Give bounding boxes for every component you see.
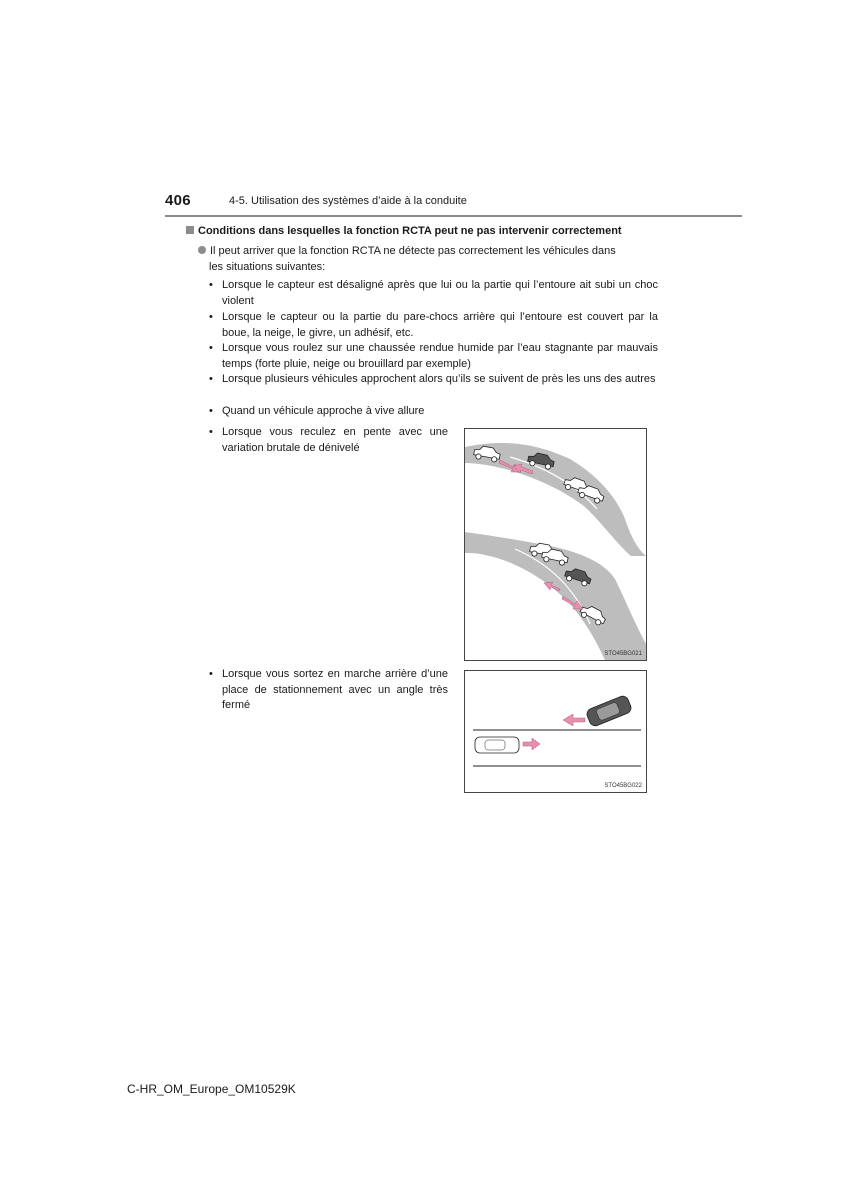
intro-paragraph bbox=[198, 243, 662, 275]
list-item bbox=[209, 667, 448, 714]
parking-drawing bbox=[465, 671, 646, 792]
list-item bbox=[209, 341, 658, 372]
square-bullet-icon bbox=[186, 226, 194, 234]
reversing-car-icon bbox=[585, 694, 633, 727]
intro-line-2: les situations suivantes: bbox=[209, 261, 326, 273]
bullet-dot-icon: • bbox=[209, 311, 213, 323]
bullet-dot-icon: • bbox=[209, 426, 213, 438]
list-item-text: Lorsque vous reculez en pente avec une variation brutale de dénivelé bbox=[222, 426, 448, 454]
bullet-dot-icon: • bbox=[209, 405, 213, 417]
list-item-text: Lorsque le capteur ou la partie du pare-chocs arrière qui l’entoure est couvert par la boue, la neige, le givre, un adhésif, etc. bbox=[222, 311, 658, 339]
heading-text: Conditions dans lesquelles la fonction RCTA peut ne pas intervenir correctement bbox=[198, 225, 622, 237]
section-heading bbox=[186, 225, 622, 237]
footer-document-id: C-HR_OM_Europe_OM10529K bbox=[127, 1082, 296, 1096]
slope-drawing bbox=[465, 429, 646, 660]
list-item bbox=[209, 278, 658, 309]
approaching-car-icon bbox=[475, 737, 519, 753]
list-item-text: Lorsque le capteur est désaligné après que lui ou la partie qui l’entoure ait subi un choc violent bbox=[222, 279, 658, 307]
bullet-dot-icon: • bbox=[209, 342, 213, 354]
bullet-dot-icon: • bbox=[209, 668, 213, 680]
list-item bbox=[209, 310, 658, 341]
list-item-text: Quand un véhicule approche à vive allure bbox=[222, 405, 425, 417]
intro-line-1: Il peut arriver que la fonction RCTA ne détecte pas correctement les véhicules dans bbox=[210, 245, 616, 257]
right-arrow-icon bbox=[523, 738, 540, 750]
list-item-text: Lorsque vous sortez en marche arrière d’une place de stationnement avec un angle très fermé bbox=[222, 668, 448, 711]
bullet-dot-icon: • bbox=[209, 373, 213, 385]
list-item bbox=[209, 425, 448, 456]
figure-code: STO45BG022 bbox=[604, 783, 642, 789]
left-arrow-icon bbox=[563, 714, 585, 726]
list-item bbox=[209, 372, 658, 388]
list-item-text: Lorsque vous roulez sur une chaussée rendue humide par l’eau stagnante par mauvais temps (forte pluie, neige ou brouillard par exemple) bbox=[222, 342, 658, 370]
section-title: 4-5. Utilisation des systèmes d’aide à la conduite bbox=[229, 195, 467, 207]
round-bullet-icon bbox=[198, 246, 206, 254]
figure-code: STO45BG021 bbox=[604, 651, 642, 657]
bullet-dot-icon: • bbox=[209, 279, 213, 291]
page-number: 406 bbox=[165, 192, 191, 209]
slope-illustration bbox=[464, 428, 647, 661]
list-item bbox=[209, 404, 658, 420]
parking-illustration bbox=[464, 670, 647, 793]
list-item-text: Lorsque plusieurs véhicules approchent alors qu’ils se suivent de près les uns des autres bbox=[222, 373, 656, 385]
header-rule bbox=[165, 215, 742, 217]
